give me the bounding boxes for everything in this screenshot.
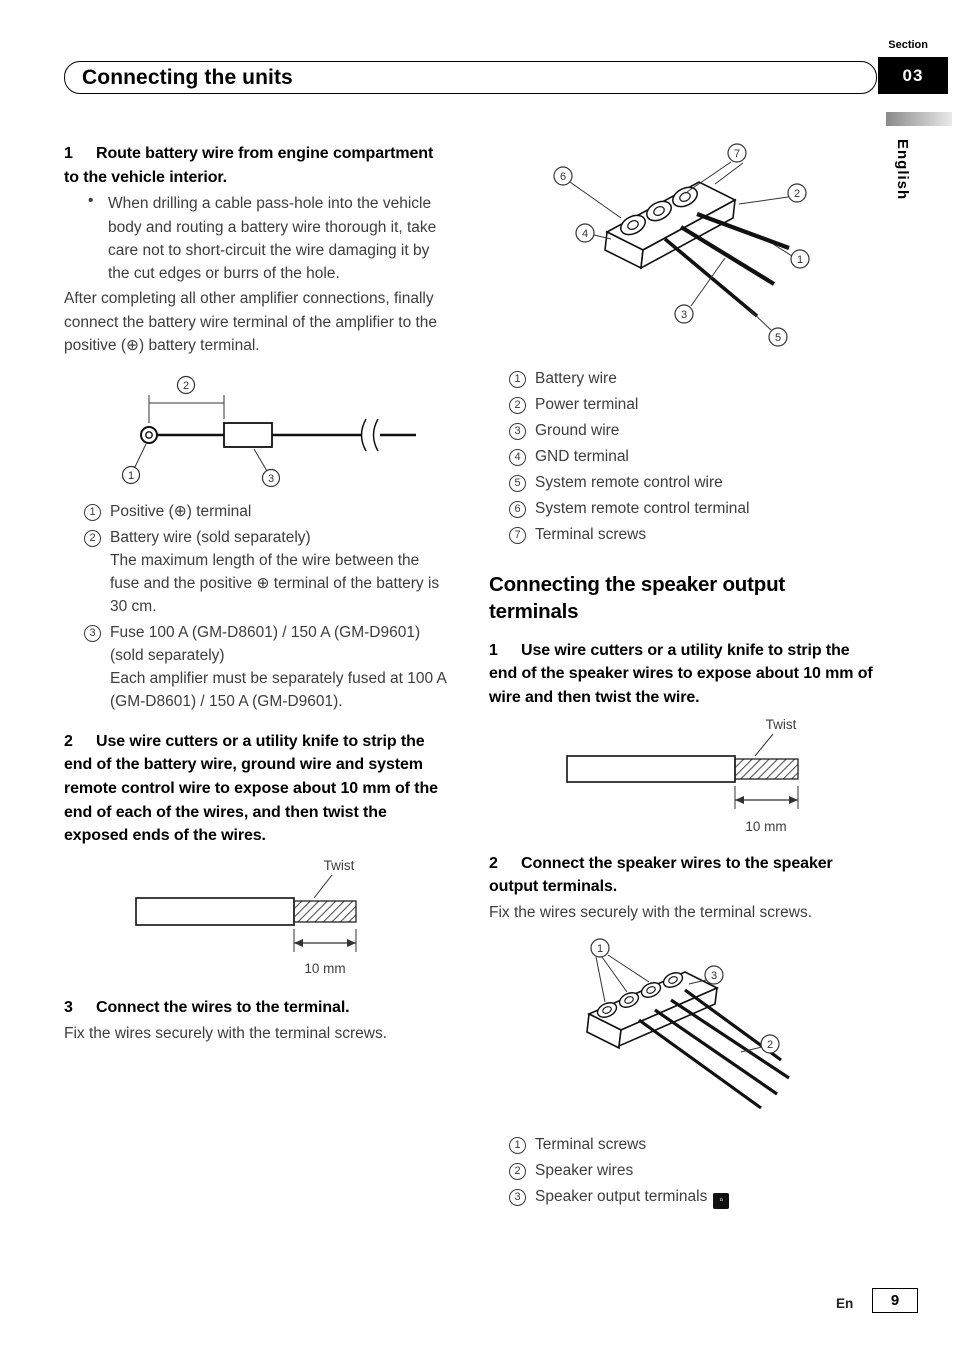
circled-number: 4 xyxy=(509,449,526,466)
list-item xyxy=(64,622,449,714)
list-item xyxy=(489,1134,877,1157)
left-column xyxy=(64,142,449,1045)
power-terminal-block-diagram xyxy=(489,136,877,360)
bullet-marker: • xyxy=(88,192,94,210)
callout-power-terminal: 2 xyxy=(793,188,801,200)
step3-heading xyxy=(64,996,449,1020)
circled-number: 3 xyxy=(509,423,526,440)
step3-paragraph: Fix the wires securely with the terminal screws. xyxy=(64,1024,388,1042)
list-item xyxy=(64,527,449,619)
speaker-step1-heading-text: Use wire cutters or a utility knife to strip the end of the speaker wires to expose about 10 mm of wire and then twist the wire. xyxy=(489,641,873,706)
twist-label: Twist xyxy=(323,857,355,873)
circled-number: 3 xyxy=(84,625,101,642)
speaker-step2-heading-text: Connect the speaker wires to the speaker output terminals. xyxy=(489,854,833,896)
list-item-note: Each amplifier must be separately fused at 100 A (GM-D8601) / 150 A (GM-D9601). xyxy=(110,669,447,710)
callout-fuse: 3 xyxy=(267,473,275,486)
step1-number: 1 xyxy=(64,145,73,162)
list-item-text: Battery wire xyxy=(535,370,617,387)
footer-page-number xyxy=(872,1288,918,1313)
right-column xyxy=(489,136,877,1225)
list-item-text xyxy=(535,1186,877,1209)
side-gradient-bar xyxy=(886,112,952,126)
callout-gnd-terminal: 4 xyxy=(581,228,589,240)
page-title: Connecting the units xyxy=(82,65,293,89)
list-item xyxy=(489,1186,877,1209)
dimension-label: 10 mm xyxy=(745,818,787,834)
circled-number: 3 xyxy=(509,1189,526,1206)
battery-wire-fuse-diagram xyxy=(104,373,444,491)
circled-number: 6 xyxy=(509,501,526,518)
list-item xyxy=(489,498,877,521)
circled-number: 1 xyxy=(509,1137,526,1154)
callout-terminal-screws: 7 xyxy=(733,148,741,160)
list-item-text: GND terminal xyxy=(535,447,629,465)
step3-heading-text: Connect the wires to the terminal. xyxy=(96,998,350,1016)
callout-remote-terminal: 6 xyxy=(559,171,567,183)
language-sidebar-label: English xyxy=(894,139,911,201)
callout-remote-wire: 5 xyxy=(774,332,782,344)
list-item-note: The maximum length of the wire between the fuse and the positive ⊕ terminal of the battery is 30 cm. xyxy=(110,551,440,615)
list-item-text: System remote control terminal xyxy=(535,499,750,517)
list-item-text: Battery wire (sold separately) xyxy=(110,529,311,547)
callout-ground-wire: 3 xyxy=(680,309,688,321)
step1-heading-text: Route battery wire from engine compartment to the vehicle interior. xyxy=(64,145,434,186)
footer-language-abbr: En xyxy=(836,1296,854,1311)
circled-number: 7 xyxy=(509,527,526,544)
strip-twist-wire-diagram xyxy=(134,856,434,984)
list-item-text: Terminal screws xyxy=(535,1136,647,1154)
step2-heading-text: Use wire cutters or a utility knife to strip the end of the battery wire, ground wire and system remote control wire to expose about 10 mm of the end of each of the wires, and then twist the exposed ends of the wires. xyxy=(64,732,438,845)
battery-parts-list xyxy=(64,501,449,713)
step1-paragraph: After completing all other amplifier connections, finally connect the battery wire terminal of the amplifier to the positive (⊕) battery terminal. xyxy=(64,290,438,354)
power-terminal-parts-list xyxy=(489,368,877,547)
list-item-text: Speaker wires xyxy=(535,1162,634,1180)
list-item-text: Ground wire xyxy=(535,421,620,439)
circled-number: 5 xyxy=(509,475,526,492)
speaker-step1-number: 1 xyxy=(489,641,498,659)
section-label: Section xyxy=(888,39,928,51)
list-item xyxy=(489,524,877,547)
callout-battery-wire: 1 xyxy=(796,254,804,266)
circled-number: 2 xyxy=(84,530,101,547)
list-item-text-label: Speaker output terminals xyxy=(535,1188,708,1206)
list-item-text: System remote control wire xyxy=(535,473,723,491)
speaker-step2-number: 2 xyxy=(489,854,498,872)
list-item xyxy=(489,446,877,469)
list-item xyxy=(489,368,877,391)
caution-bullet-text: When drilling a cable pass-hole into the vehicle body and routing a battery wire thorough it, take care not to short-circuit the wire damaging it by the cut edges or burrs of the hole. xyxy=(108,195,437,283)
circled-number: 1 xyxy=(509,371,526,388)
list-item-text: Fuse 100 A (GM-D8601) / 150 A (GM-D9601) (sold separately) xyxy=(110,623,421,664)
callout-battery-wire: 2 xyxy=(182,380,190,393)
speaker-terminal-parts-list xyxy=(489,1134,877,1209)
speaker-step1-heading xyxy=(489,639,877,710)
list-item xyxy=(489,420,877,443)
speaker-step2-heading xyxy=(489,852,877,899)
callout-terminal-screws: 1 xyxy=(596,943,604,956)
list-item xyxy=(489,394,877,417)
circled-number: 2 xyxy=(509,1163,526,1180)
page-number: 9 xyxy=(890,1292,900,1309)
list-item-text: Positive (⊕) terminal xyxy=(110,503,252,521)
callout-speaker-output-terminals: 3 xyxy=(710,970,718,983)
twist-label: Twist xyxy=(765,716,797,732)
list-item-text: Power terminal xyxy=(535,395,639,413)
speaker-terminal-block-diagram xyxy=(489,932,877,1130)
list-item-text: Terminal screws xyxy=(535,525,647,543)
step2-number: 2 xyxy=(64,732,73,750)
step2-heading xyxy=(64,730,449,848)
circled-number: 2 xyxy=(509,397,526,414)
list-item xyxy=(489,472,877,495)
list-item xyxy=(489,1160,877,1183)
speaker-section-heading: Connecting the speaker output terminals xyxy=(489,572,786,623)
list-item xyxy=(64,501,449,524)
caution-bullet-item xyxy=(64,192,449,285)
page-title-box xyxy=(64,61,877,94)
strip-twist-speaker-wire-diagram xyxy=(489,716,877,842)
speaker-step2-paragraph: Fix the wires securely with the terminal screws. xyxy=(489,904,813,922)
step3-number: 3 xyxy=(64,998,73,1016)
callout-speaker-wires: 2 xyxy=(766,1039,774,1052)
speaker-output-terminal-icon: ▫ xyxy=(713,1193,729,1209)
circled-number: 1 xyxy=(84,504,101,521)
step1-heading xyxy=(64,142,449,189)
section-number-badge: 03 xyxy=(878,57,948,94)
dimension-label: 10 mm xyxy=(304,960,346,976)
callout-positive-terminal: 1 xyxy=(127,470,135,483)
